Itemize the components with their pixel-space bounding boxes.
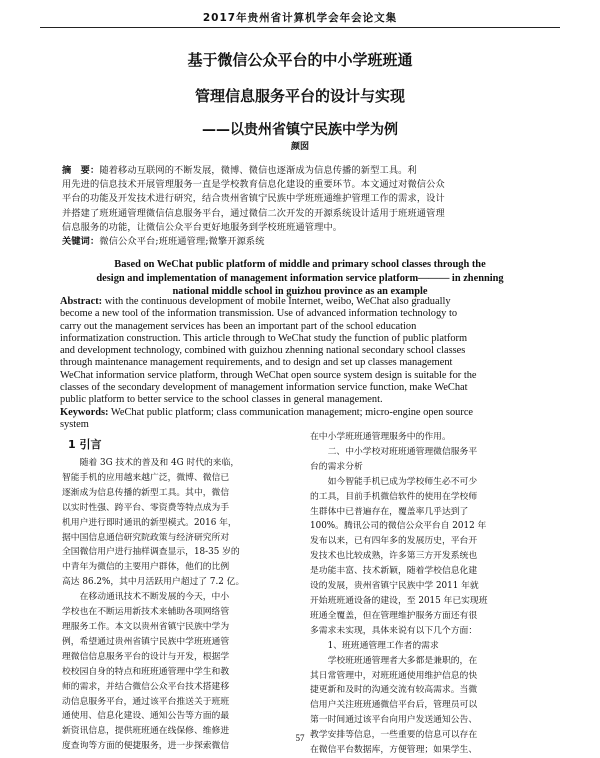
body-line: 捷更新和及时的沟通交流有较高需求。当微 (310, 685, 478, 696)
en-abstract-line: through maintenance management requirements, and to design and set up classes management (60, 357, 453, 369)
body-line: 教学安排等信息，一些重要的信息可以存在 (310, 730, 478, 741)
body-line: 理服务工作。本文以贵州省镇宁民族中学为 (62, 621, 230, 632)
left-column (62, 430, 300, 754)
en-abstract-line: and development technology, combined with guizhou zhenning national secondary school classes (60, 345, 466, 357)
body-line: 其日常管理中，对班班通使用维护信息的快 (310, 670, 478, 681)
section-heading-introduction: 1 引言 (68, 438, 102, 451)
cn-abstract-line: 并搭建了班班通管理微信信息服务平台，通过微信二次开发的开源系统设计适用于班班通管理 (62, 207, 445, 219)
en-abstract-line: become a new tool of the information transmission. Use of advanced information technology to (60, 308, 458, 320)
en-title-line: design and implementation of management information service platform——— in zhenning (96, 272, 504, 284)
body-line: 学校班班通管理者大多都是兼职的，在 (310, 655, 478, 666)
header-rule (40, 27, 560, 28)
body-line: 如今智能手机已成为学校师生必不可少 (310, 476, 478, 487)
body-line: 以实时性强、跨平台、零资费等特点成为手 (62, 502, 230, 513)
en-keywords-continued: system (60, 418, 89, 430)
body-line: 智能手机的应用越来越广泛，微博、微信已 (62, 472, 230, 483)
body-line: 生群体中已普遍存在，覆盖率几乎达到了 (310, 506, 469, 517)
body-line: 度查询等方面的便捷服务，进一步探索微信 (62, 741, 230, 752)
en-abstract-line: classes of the secondary development of management information service function, make WeChat (60, 382, 468, 394)
en-keywords (60, 407, 546, 419)
cn-keywords (62, 235, 546, 249)
author: 颜囡 (290, 142, 309, 152)
cn-keywords-text: 微信公众平台;班班通管理;微擎开源系统 (99, 236, 265, 248)
body-line: 全国微信用户进行抽样调查显示，18-35 岁的 (62, 547, 240, 558)
en-abstract-line: informatization construction. This article through to WeChat study the function of public platform (60, 332, 468, 344)
en-abstract-line: carry out the management services has been an important part of the school education (60, 320, 417, 332)
paper-subtitle: ——以贵州省镇宁民族中学为例 (202, 122, 398, 138)
body-line: 是功能丰富、技术新颖，随着学校信息化建 (310, 566, 478, 577)
cn-abstract-label: 摘 要： (62, 165, 100, 176)
body-line: 例，希望通过贵州省镇宁民族中学班班通管 (62, 636, 230, 647)
body-line: 第一时间通过该平台向用户发送通知公告、 (310, 715, 478, 726)
running-header: 2017年贵州省计算机学会年会论文集 (202, 12, 398, 24)
body-line: 逐渐成为信息传播的新型工具。其中，微信 (62, 487, 230, 498)
body-line: 通使用、信息化建设、通知公告等方面的最 (62, 711, 230, 722)
section-heading-needs-analysis-cont: 台的需求分析 (310, 461, 363, 472)
cn-keywords-label: 关键词： (62, 236, 100, 248)
en-keywords-label: Keywords: (60, 406, 109, 418)
body-line: 据中国信息通信研究院政策与经济研究所对 (62, 532, 230, 543)
body-line: 学校也在不断运用新技术来辅助各项网络管 (62, 607, 230, 618)
body-line: 的工具，目前手机微信软件的使用在学校师 (310, 491, 478, 502)
body-line: 高达 86.2%，其中月活跃用户超过了 7.2 亿。 (62, 577, 245, 588)
body-line: 新资讯信息，提供班班通在线保修、维修进 (62, 726, 230, 737)
body-line: 100%。腾讯公司的微信公众平台自 2012 年 (310, 521, 487, 532)
body-line: 校校园自身的特点和班班通管理中学生和教 (62, 666, 230, 677)
section-heading-needs-analysis: 二、中小学校对班班通管理微信服务平 (310, 446, 478, 457)
cn-abstract-text: 随着移动互联网的不断发展，微博、微信也逐渐成为信息传播的新型工具。利 (99, 165, 417, 176)
chinese-abstract (62, 164, 546, 249)
en-title-line: Based on WeChat public platform of middle and primary school classes through the (114, 259, 486, 270)
en-abstract-line: public platform to better service to the school classes in general management. (60, 394, 383, 406)
cn-abstract-line (62, 164, 546, 178)
body-line: 动信息服务平台，通过该平台推送关于班班 (62, 696, 230, 707)
body-line: 在移动通讯技术不断发展的今天，中小 (62, 592, 230, 603)
en-abstract-text: with the continuous development of mobile Internet, weibo, WeChat also gradually (102, 296, 451, 307)
cn-abstract-line: 信息服务的功能，让微信公众平台更好地服务到学校班班通管理中。 (62, 221, 343, 233)
body-line: 班通全覆盖，但在管理维护服务方面还有很 (310, 610, 478, 621)
body-line: 发布以来，已有四年多的发展历史，平台开 (310, 536, 478, 547)
en-abstract-line: WeChat information service platform, through WeChat open source system design is suitable for the (60, 369, 477, 381)
body-line: 在中小学班班通管理服务中的作用。 (310, 432, 451, 442)
english-abstract (60, 296, 546, 431)
en-title-line: national middle school in guizhou province as an example (172, 286, 428, 297)
en-abstract-line (60, 296, 546, 308)
right-column (310, 430, 548, 758)
body-line: 在微信平台数据库，方便管理；如果学生、 (310, 745, 478, 756)
cn-abstract-line: 平台的功能及开发技术进行研究，结合贵州省镇宁民族中学班班通维护管理工作的需求，设计 (62, 193, 445, 205)
body-line: 理微信信息服务平台的设计与开发，根据学 (62, 651, 230, 662)
en-abstract-label: Abstract: (60, 296, 103, 307)
body-line: 中青年为微信的主要用户群体，他们的比例 (62, 562, 230, 573)
body-line: 机用户进行即时通讯的新型模式。2016 年， (62, 517, 237, 528)
body-line: 发技术也比较成熟，许多第三方开发系统也 (310, 551, 478, 562)
body-line: 师的需求，并结合微信公众平台技术搭建移 (62, 681, 230, 692)
cn-abstract-line: 用先进的信息技术开展管理服务一直是学校教育信息化建设的重要环节。本文通过对微信公众 (62, 179, 445, 191)
paper-title-line-2: 管理信息服务平台的设计与实现 (194, 87, 405, 105)
body-line: 设的发展，贵州省镇宁民族中学 2011 年就 (310, 581, 479, 592)
body-line: 随着 3G 技术的普及和 4G 时代的来临， (62, 458, 240, 468)
subsection-heading-managers-needs: 1、班班通管理工作者的需求 (310, 640, 439, 651)
body-line: 开始班班通设备的建设，至 2015 年已实现班 (310, 595, 488, 606)
english-title (60, 258, 540, 299)
en-keywords-text: WeChat public platform; class communication management; micro-engine open source (108, 406, 474, 418)
paper-title-line-1: 基于微信公众平台的中小学班班通 (187, 51, 413, 69)
page-number: 57 (295, 733, 305, 743)
body-line: 信用户关注班班通微信平台后，管理员可以 (310, 700, 478, 711)
body-line: 多需求未实现，具体来说有以下几个方面： (310, 625, 478, 636)
